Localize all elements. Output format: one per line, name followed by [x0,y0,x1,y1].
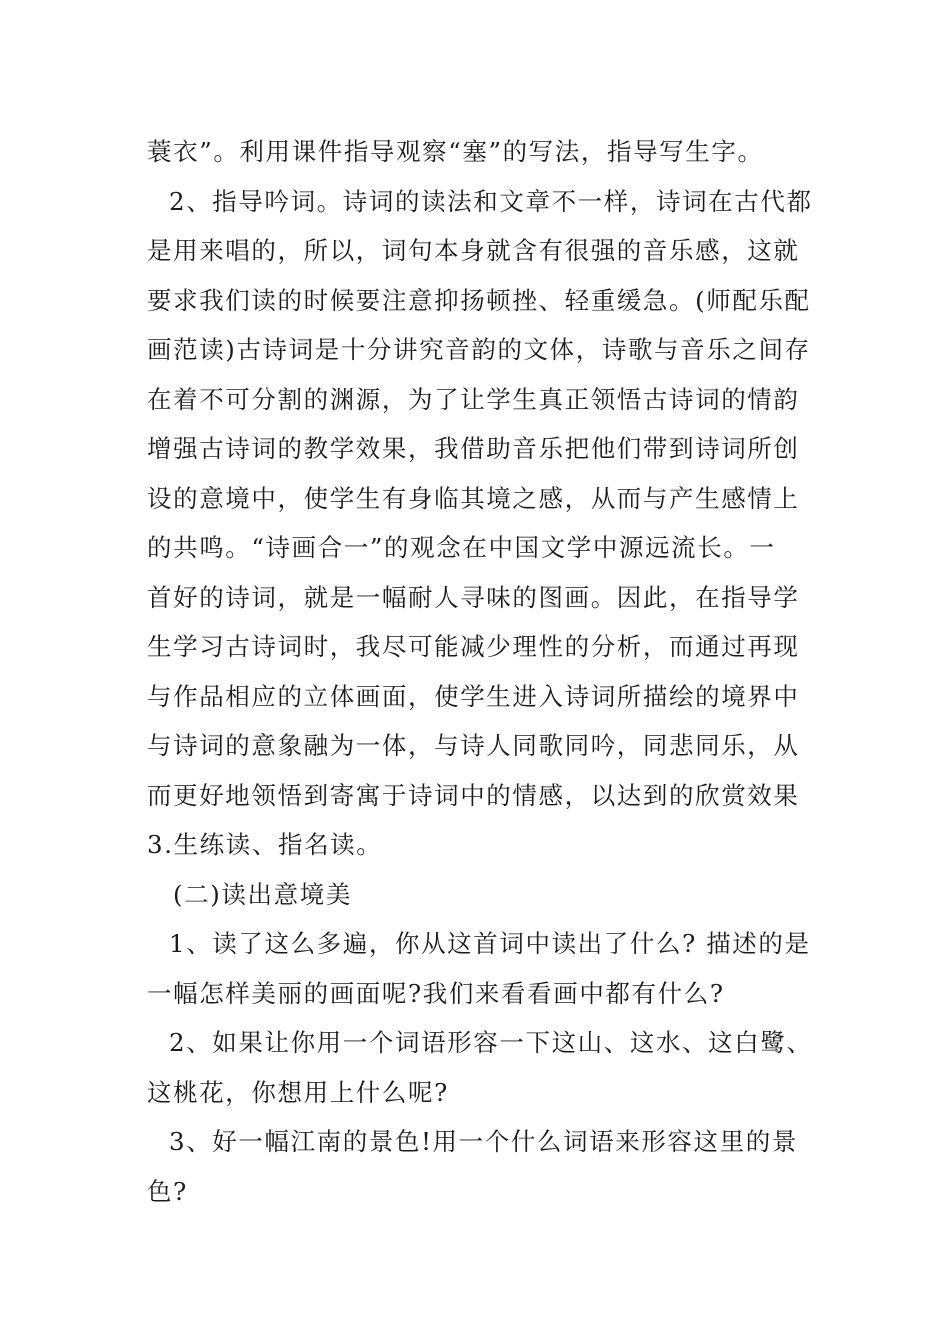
text-line: 蓑衣”。利用课件指导观察“塞”的写法，指导写生字。 [147,137,764,166]
text-line: 画范读)古诗词是十分讲究音韵的文体，诗歌与音乐之间存 [147,335,811,364]
text-line: 生学习古诗词时，我尽可能减少理性的分析，而通过再现 [147,632,800,661]
text-line: 3.生练读、指名读。 [147,830,383,859]
text-line: 这桃花，你想用上什么呢? [147,1077,449,1107]
text-line: 2、如果让你用一个词语形容一下这山、这水、这白鹭、 [169,1028,813,1057]
text-line: 的共鸣。“诗画合一”的观念在中国文学中源远流长。一 [147,533,776,562]
text-line: 与诗词的意象融为一体，与诗人同歌同吟，同悲同乐，从 [147,731,800,760]
text-line: 而更好地领悟到寄寓于诗词中的情感，以达到的欣赏效果 [147,780,800,810]
text-line: 3、好一幅江南的景色!用一个什么词语来形容这里的景 [169,1127,798,1156]
text-line: 增强古诗词的教学效果，我借助音乐把他们带到诗词所创 [147,434,800,463]
text-line: 色? [147,1176,188,1206]
text-line: 与作品相应的立体画面，使学生进入诗词所描绘的境界中 [147,681,800,711]
text-line: 是用来唱的，所以，词句本身就含有很强的音乐感，这就 [147,236,800,265]
text-line: 2、指导吟词。诗词的读法和文章不一样，诗词在古代都 [169,186,813,216]
text-line: 要求我们读的时候要注意抑扬顿挫、轻重缓急。(师配乐配 [147,285,811,315]
text-line: 首好的诗词，就是一幅耐人寻味的图画。因此，在指导学 [147,582,800,612]
text-line: 1、读了这么多遍，你从这首词中读出了什么? 描述的是 [169,929,811,958]
text-line: 设的意境中，使学生有身临其境之感，从而与产生感情上 [147,483,800,513]
document-body [147,127,817,1216]
text-line: 一幅怎样美丽的画面呢?我们来看看画中都有什么? [147,978,725,1008]
text-line: (二)读出意境美 [173,879,352,909]
text-line: 在着不可分割的渊源，为了让学生真正领悟古诗词的情韵 [147,384,800,414]
